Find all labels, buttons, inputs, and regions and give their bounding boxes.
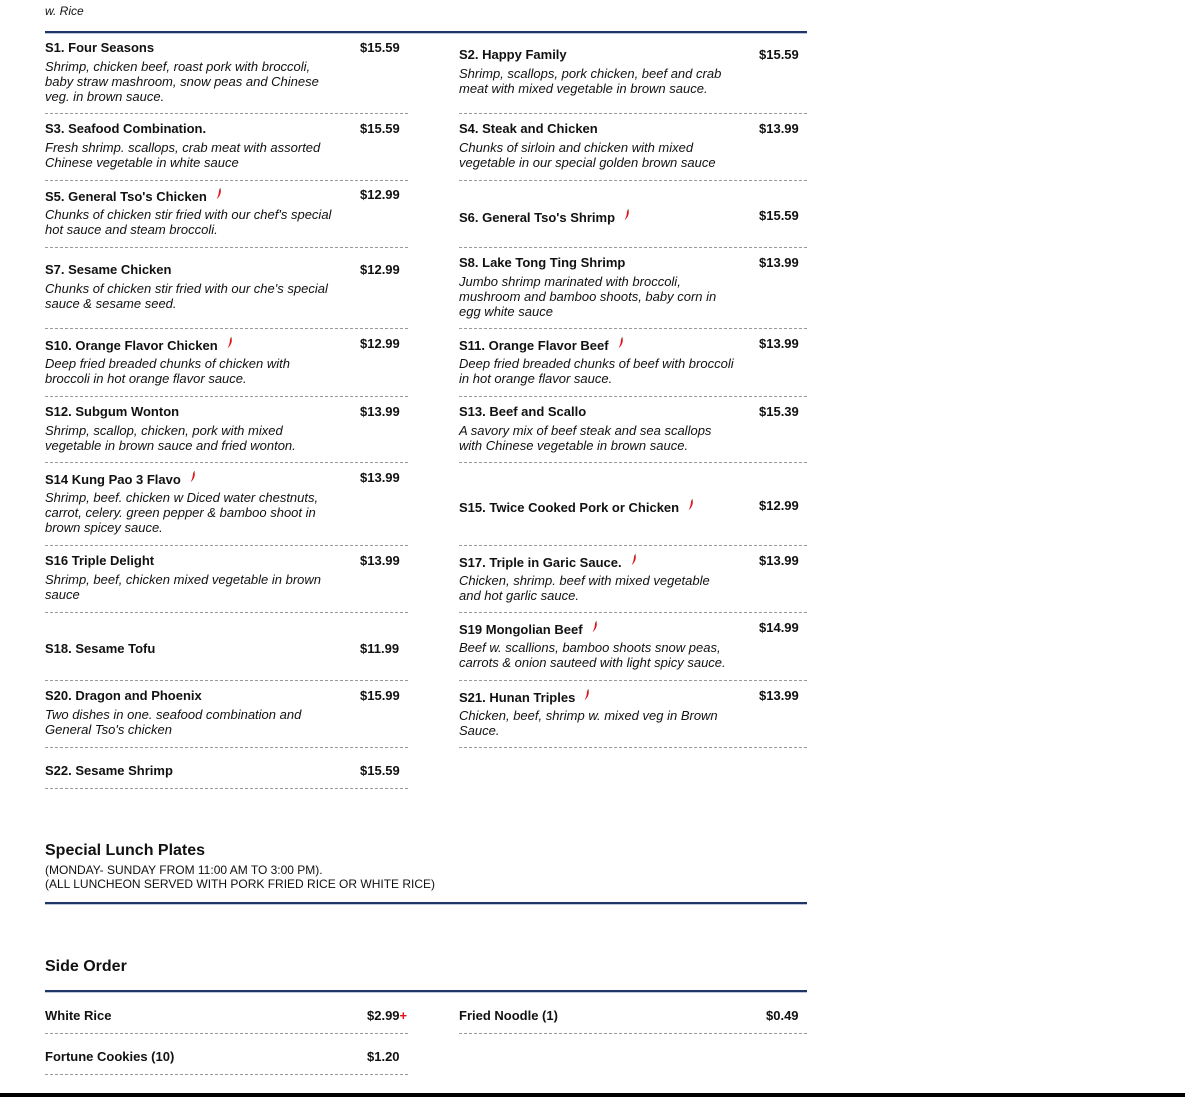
chili-pepper-icon [624,209,630,224]
item-divider [459,1033,807,1034]
dish-price: $15.59 [360,40,400,55]
dish-description: Chicken, shrimp. beef with mixed vegetable and hot garlic sauce. [459,573,710,603]
dish-name: S3. Seafood Combination. [45,121,207,136]
dish-price: $15.59 [759,208,799,223]
dish-name: S20. Dragon and Phoenix [45,688,202,703]
side-item-price: $1.20 [367,1049,400,1064]
item-divider [459,612,807,613]
item-divider [45,1033,408,1034]
chili-pepper-icon [227,337,233,352]
dish-name: S22. Sesame Shrimp [45,763,173,778]
item-divider [45,180,408,181]
dish-name: S7. Sesame Chicken [45,262,172,277]
item-divider [459,680,807,681]
dish-name: S4. Steak and Chicken [459,121,598,136]
dish-name: S11. Orange Flavor Beef [459,337,624,353]
dish-description: Deep fried breaded chunks of chicken with broccoli in hot orange flavor sauce. [45,356,290,386]
item-divider [45,1074,408,1075]
item-divider [45,747,408,748]
item-divider [45,788,408,789]
section-rule [45,902,807,905]
dish-description: Beef w. scallions, bamboo shoots snow peas, carrots & onion sauteed with light spicy sauce. [459,640,726,670]
dish-description: Chunks of chicken stir fried with our chef's special hot sauce and steam broccoli. [45,207,332,237]
lunch-note: (ALL LUNCHEON SERVED WITH PORK FRIED RICE OR WHITE RICE) [45,877,436,891]
item-divider [459,462,807,463]
section-rule [45,31,807,34]
dish-description: Chunks of chicken stir fried with our che's special sauce & sesame seed. [45,281,328,311]
dish-price: $15.59 [759,47,799,62]
dish-name: S10. Orange Flavor Chicken [45,337,233,353]
dish-price: $13.99 [759,121,799,136]
dish-price: $12.99 [759,498,799,513]
item-divider [45,247,408,248]
dish-name: S2. Happy Family [459,47,567,62]
item-divider [459,180,807,181]
dish-description: Two dishes in one. seafood combination and General Tso's chicken [45,707,302,737]
dish-name: S12. Subgum Wonton [45,404,180,419]
dish-name: S13. Beef and Scallo [459,404,587,419]
dish-description: A savory mix of beef steak and sea scallops with Chinese vegetable in brown sauce. [459,423,712,453]
dish-description: Shrimp, chicken beef, roast pork with broccoli, baby straw mashroom, snow peas and Chinese veg. in brown sauce. [45,59,319,104]
dish-name: S5. General Tso's Chicken [45,188,222,204]
dish-name: S17. Triple in Garic Sauce. [459,554,637,570]
dish-name: S18. Sesame Tofu [45,641,156,656]
dish-description: Shrimp, scallops, pork chicken, beef and crab meat with mixed vegetable in brown sauce. [459,66,722,96]
dish-name: S14 Kung Pao 3 Flavo [45,471,196,487]
item-divider [45,113,408,114]
item-divider [45,612,408,613]
dish-price: $15.59 [360,763,400,778]
dish-description: Shrimp, beef, chicken mixed vegetable in brown sauce [45,572,322,602]
dish-name: S21. Hunan Triples [459,689,590,705]
dish-description: Chicken, beef, shrimp w. mixed veg in Brown Sauce. [459,708,718,738]
chili-pepper-icon [216,188,222,203]
dish-description: Jumbo shrimp marinated with broccoli, mushroom and bamboo shoots, baby corn in egg white sauce [459,274,717,319]
dish-price: $13.99 [759,255,799,270]
dish-name: S15. Twice Cooked Pork or Chicken [459,499,694,515]
dish-price: $12.99 [360,262,400,277]
dish-price: $15.99 [360,688,400,703]
dish-name: S8. Lake Tong Ting Shrimp [459,255,626,270]
side-item-price: $2.99+ [367,1008,408,1023]
item-divider [45,680,408,681]
dish-price: $13.99 [360,470,400,485]
chili-pepper-icon [688,499,694,514]
extra-charge-marker: + [399,1008,408,1023]
item-divider [45,396,408,397]
dish-price: $12.99 [360,187,400,202]
top-note: w. Rice [45,4,84,18]
dish-price: $13.99 [360,553,400,568]
dish-name: S1. Four Seasons [45,40,155,55]
section-rule [45,990,807,993]
footer-bar [0,1093,1185,1097]
item-divider [459,113,807,114]
side-order-title: Side Order [45,958,127,975]
dish-description: Shrimp, beef. chicken w Diced water chestnuts, carrot, celery. green pepper & bamboo shoot in brown spicey sauce. [45,490,319,535]
item-divider [459,747,807,748]
item-divider [45,545,408,546]
item-divider [459,545,807,546]
item-divider [459,396,807,397]
dish-price: $14.99 [759,620,799,635]
dish-price: $13.99 [360,404,400,419]
dish-description: Fresh shrimp. scallops, crab meat with assorted Chinese vegetable in white sauce [45,140,321,170]
dish-price: $15.59 [360,121,400,136]
side-item-name: Fried Noodle (1) [459,1008,558,1023]
chili-pepper-icon [631,554,637,569]
dish-price: $13.99 [759,688,799,703]
side-item-price: $0.49 [766,1008,799,1023]
chili-pepper-icon [592,621,598,636]
lunch-hours: (MONDAY- SUNDAY FROM 11:00 AM TO 3:00 PM). [45,863,323,877]
item-divider [45,462,408,463]
item-divider [45,328,408,329]
dish-price: $15.39 [759,404,799,419]
dish-price: $11.99 [360,641,400,656]
lunch-section-title: Special Lunch Plates [45,842,206,859]
side-item-name: White Rice [45,1008,112,1023]
dish-price: $13.99 [759,553,799,568]
dish-description: Chunks of sirloin and chicken with mixed vegetable in our special golden brown sauce [459,140,716,170]
chili-pepper-icon [584,689,590,704]
side-item-name: Fortune Cookies (10) [45,1049,175,1064]
item-divider [459,328,807,329]
dish-name: S16 Triple Delight [45,553,155,568]
dish-description: Deep fried breaded chunks of beef with broccoli in hot orange flavor sauce. [459,356,734,386]
dish-price: $13.99 [759,336,799,351]
chili-pepper-icon [618,337,624,352]
dish-description: Shrimp, scallop, chicken, pork with mixed vegetable in brown sauce and fried wonton. [45,423,296,453]
item-divider [459,247,807,248]
chili-pepper-icon [190,471,196,486]
dish-price: $12.99 [360,336,400,351]
dish-name: S6. General Tso's Shrimp [459,209,630,225]
dish-name: S19 Mongolian Beef [459,621,598,637]
